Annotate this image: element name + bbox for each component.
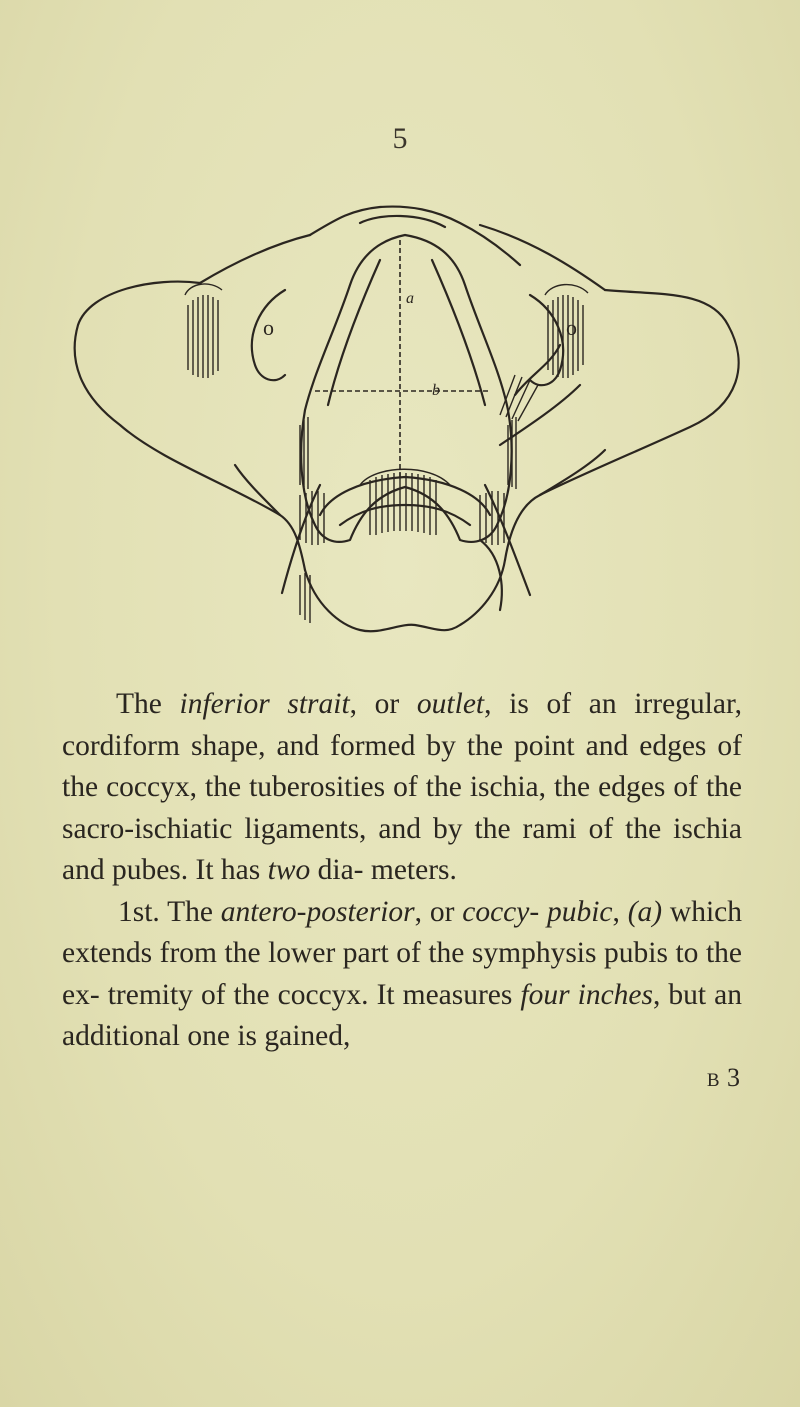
label-o-right: o bbox=[566, 315, 577, 340]
signature-letter: B bbox=[706, 1070, 721, 1091]
label-b: b bbox=[432, 382, 440, 399]
pelvis-illustration bbox=[60, 195, 760, 665]
signature-number: 3 bbox=[727, 1063, 740, 1092]
right-ischium-hatching bbox=[480, 375, 538, 545]
paragraph-inferior-strait: The inferior strait, or outlet, is of an irregular, cordiform shape, and formed by the point and edges of the coccyx, the tuberosities of the ischia, the edges of the sacro-ischiatic ligaments, and by the rami of the ischia and pubes. It has two dia- meters. bbox=[62, 688, 742, 886]
right-ilium-outline bbox=[505, 290, 739, 560]
pubic-symphysis-hatching bbox=[360, 469, 450, 535]
left-acetabulum-hatching bbox=[185, 284, 222, 378]
signature-mark bbox=[0, 1063, 740, 1093]
label-o-left: o bbox=[263, 315, 274, 340]
page-number: 5 bbox=[392, 122, 408, 155]
body-text bbox=[62, 684, 742, 1058]
paragraph-antero-posterior: 1st. The antero-posterior, or coccy- pubic, (a) which extends from the lower part of the symphysis pubis to the ex- tremity of the coccyx. It measures four inches, but an additional one is gained, bbox=[62, 895, 743, 1052]
pelvic-outlet-figure bbox=[60, 195, 760, 665]
label-a: a bbox=[406, 290, 414, 307]
